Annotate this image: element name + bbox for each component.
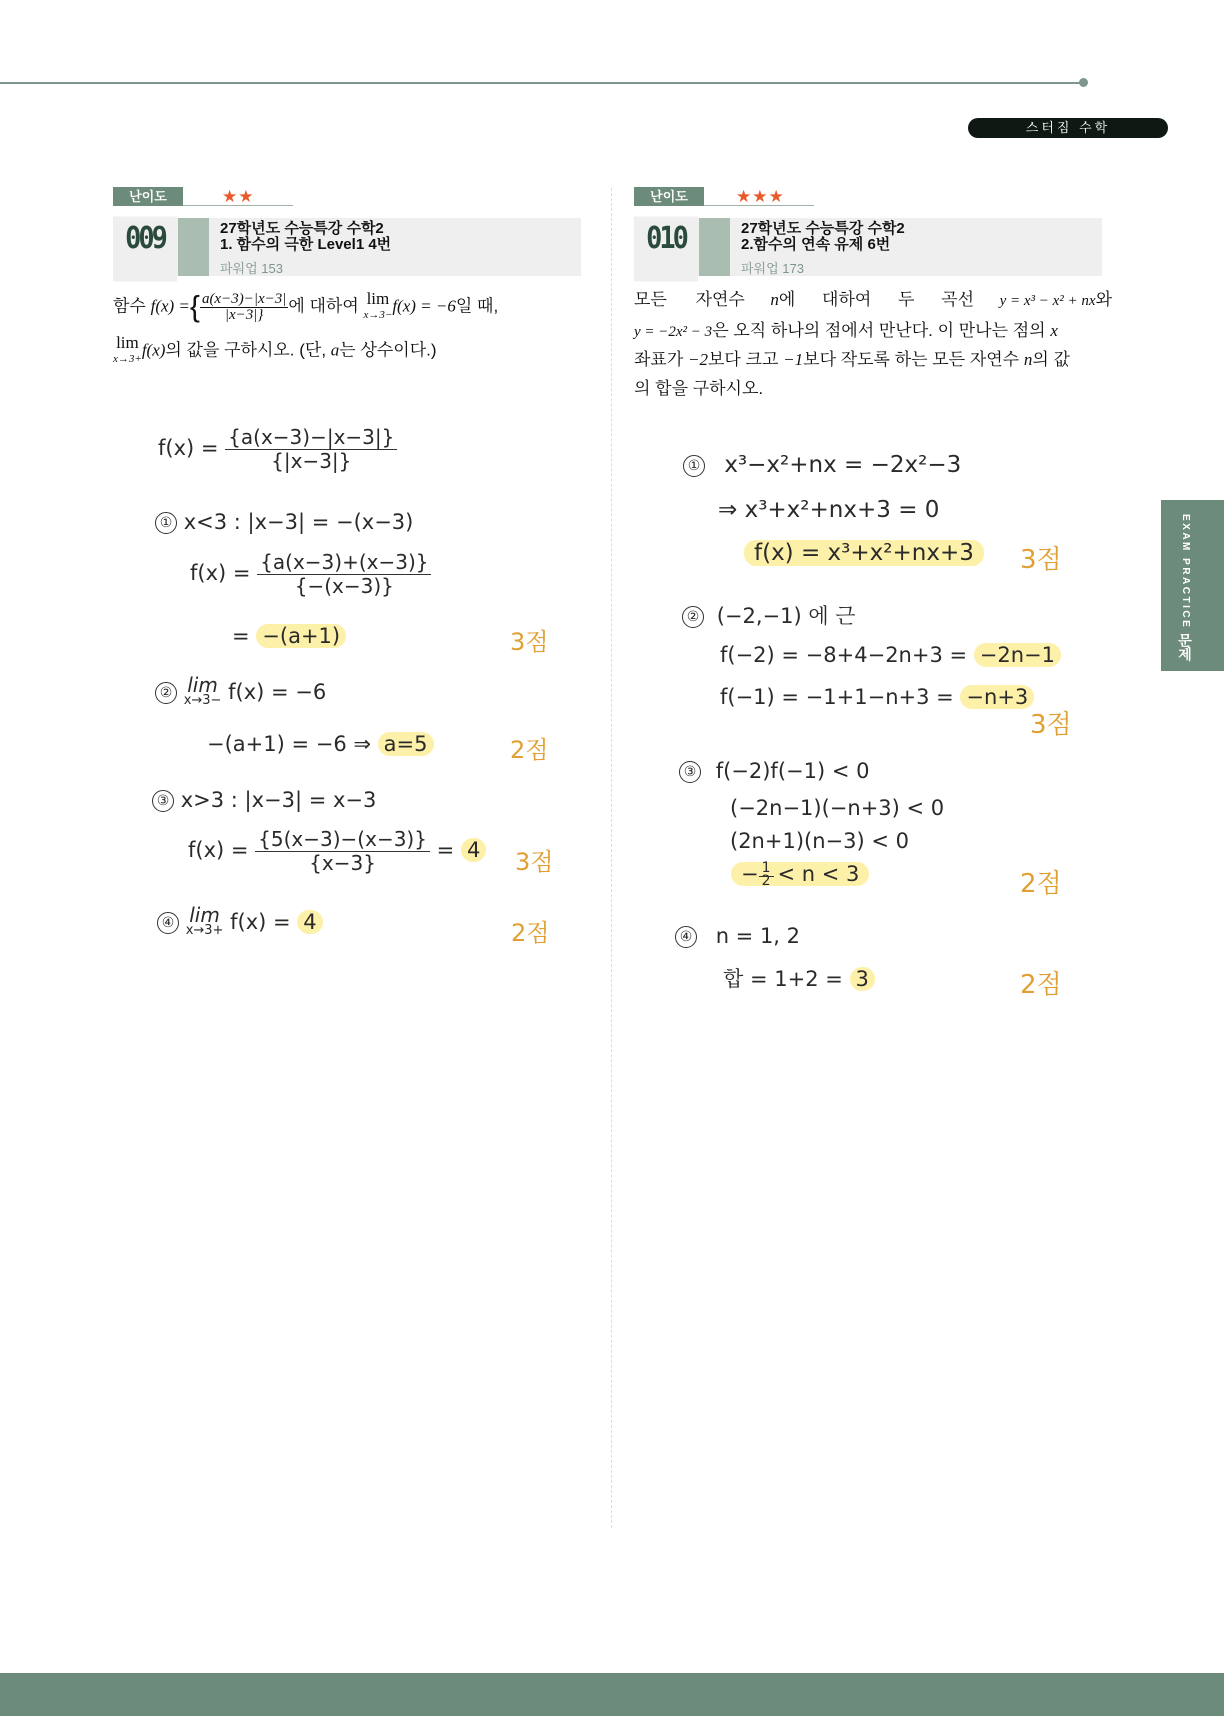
variable-n: n	[1023, 350, 1033, 369]
step-number: ①	[683, 455, 705, 477]
problem-statement-line3	[634, 345, 1112, 374]
solution-step-3	[679, 759, 869, 783]
variable-x: x	[1050, 321, 1058, 340]
solution-step-2	[682, 600, 856, 630]
limit-word: lim	[366, 289, 390, 308]
limit-expression: f(x) =	[230, 910, 291, 934]
difficulty-label: 난이도	[113, 187, 183, 206]
fraction-denominator: |x−3|}	[224, 307, 264, 323]
fraction-numerator: 1	[759, 860, 774, 877]
fx-label: f(x) =	[188, 838, 249, 862]
problem-text: 에 대하여 두 곡선	[778, 290, 975, 309]
bound-value: −2	[688, 350, 708, 369]
score-mark: 2점	[1020, 970, 1062, 1000]
step-number: ②	[682, 606, 704, 628]
question-number: 010	[634, 217, 698, 282]
problem-statement-line2	[113, 335, 437, 367]
problem-text: 모든 자연수	[634, 290, 745, 309]
highlighted-result: 4	[461, 838, 486, 862]
solution-step-3-fx	[188, 827, 486, 875]
limit-subscript: x→3−	[183, 693, 222, 708]
step-equation: f(−1) = −1+1−n+3 =	[720, 685, 954, 709]
header-rule-dot	[1079, 78, 1088, 87]
solution-step-3-line2: (−2n−1)(−n+3) < 0	[730, 796, 945, 820]
header-rule	[0, 82, 1082, 84]
problem-text: 은 오직 하나의 점에서 만난다. 이 만나는 점의	[712, 321, 1046, 340]
score-mark: 3점	[1020, 545, 1062, 575]
highlighted-result: −n+3	[960, 685, 1034, 709]
step-fraction	[257, 550, 431, 598]
highlighted-result	[731, 860, 869, 889]
fx-denominator: {|x−3|}	[271, 449, 352, 473]
constant-variable: a	[330, 340, 340, 360]
step-condition: (−2,−1) 에 근	[716, 604, 856, 628]
fraction-denominator: 2	[761, 873, 771, 889]
solution-step-1-line2: ⇒ x³+x²+nx+3 = 0	[718, 497, 940, 523]
side-tab-label-en: EXAM PRACTICE	[1180, 514, 1191, 630]
fraction-numerator: a(x−3)−|x−3|	[201, 291, 287, 307]
score-mark: 2점	[1020, 869, 1062, 899]
highlighted-result: 3	[850, 967, 875, 991]
solution-step-3-result	[731, 862, 869, 888]
problem-statement-line2	[634, 316, 1112, 347]
solution-step-3	[152, 788, 376, 812]
question-accent	[178, 218, 209, 276]
problem-text: 좌표가	[634, 350, 684, 369]
powerup-ref: 파워업 153	[220, 261, 283, 276]
equals-sign: =	[232, 624, 250, 648]
problem-text: 보다 크고	[708, 350, 779, 369]
step-number: ④	[157, 912, 179, 934]
question-source-line2: 1. 함수의 극한 Level1 4번	[220, 236, 392, 253]
limit-notation	[185, 903, 224, 939]
limit-notation	[183, 673, 222, 709]
step-equation: −(a+1) = −6 ⇒	[207, 732, 371, 756]
limit-left	[364, 291, 393, 323]
problem-text: 에 대하여	[288, 296, 359, 316]
fx-fraction	[225, 425, 397, 473]
problem-text: 일 때,	[455, 296, 499, 316]
curve-equation: y = −2x² − 3	[634, 324, 713, 340]
problem-statement: 함수 $f(x) =\{\frac{a(x-3)-|x-3|}{|x-3|\}}$에 대하여 lim x→3− f(x) = −6일 때,	[113, 289, 499, 324]
highlighted-result: a=5	[378, 732, 434, 756]
solution-step-1	[683, 452, 961, 478]
fraction	[759, 862, 774, 888]
step-number: ③	[679, 761, 701, 783]
side-tab-label-ko: 문제	[1177, 633, 1193, 662]
step-equation: n = 1, 2	[715, 924, 801, 948]
question-number: 009	[113, 217, 177, 282]
step-number: ②	[155, 682, 177, 704]
fraction-denominator: {−(x−3)}	[294, 574, 394, 598]
fx-label: f(x) =	[190, 561, 251, 585]
fraction-denominator: {x−3}	[309, 851, 376, 875]
fx-label: f(x) =	[158, 436, 219, 460]
step-fraction	[255, 827, 430, 875]
difficulty-label: 난이도	[634, 187, 704, 206]
inequality: < n < 3	[777, 862, 860, 886]
minus-sign: −	[741, 862, 759, 886]
solution-step-4-line2	[723, 963, 875, 993]
step-number: ①	[155, 512, 177, 534]
question-source-line1: 27학년도 수능특강 수학2	[220, 220, 384, 237]
solution-step-4	[157, 903, 323, 939]
footer-bar	[0, 1673, 1224, 1716]
limit-subscript: x→3−	[363, 309, 393, 321]
limit-expression: f(x) = −6	[392, 296, 456, 316]
solution-step-1	[155, 510, 413, 534]
limit-expression: f(x)	[141, 340, 166, 360]
score-mark: 2점	[510, 736, 549, 764]
solution-step-3-line3: (2n+1)(n−3) < 0	[730, 829, 909, 853]
problem-text: 와	[1095, 290, 1112, 309]
fraction-numerator: {5(x−3)−(x−3)}	[255, 827, 430, 852]
bound-value: −1	[783, 350, 804, 369]
solution-step-1-fx	[190, 550, 431, 598]
limit-word: lim	[189, 903, 220, 927]
problem-text: 의 값을 구하시오. (단,	[165, 340, 331, 360]
column-divider	[611, 188, 612, 1528]
solution-step-2	[155, 673, 327, 709]
question-source-line1: 27학년도 수능특강 수학2	[741, 220, 905, 237]
function-symbol: f(x) =	[150, 296, 190, 316]
highlighted-result: −2n−1	[974, 643, 1061, 667]
solution-step-4	[675, 924, 800, 948]
limit-subscript: x→3+	[185, 923, 224, 938]
solution-step-1-result	[744, 540, 984, 566]
step-equation: f(−2) = −8+4−2n+3 =	[720, 643, 968, 667]
limit-subscript: x→3+	[113, 353, 142, 365]
powerup-ref: 파워업 173	[741, 261, 804, 276]
step-condition: x<3 : |x−3| = −(x−3)	[183, 510, 414, 534]
fx-numerator: {a(x−3)−|x−3|}	[225, 425, 397, 450]
step-equation: f(−2)f(−1) < 0	[715, 759, 870, 783]
step-condition: x>3 : |x−3| = x−3	[180, 788, 377, 812]
score-mark: 2점	[511, 919, 550, 947]
side-section-tab	[1161, 500, 1224, 671]
highlighted-result: 4	[297, 910, 322, 934]
problem-text: 는 상수이다.)	[339, 340, 437, 360]
question-accent	[699, 218, 730, 276]
step-equation: x³−x²+nx = −2x²−3	[724, 452, 962, 478]
problem-text: 보다 작도록 하는 모든 자연수	[803, 350, 1020, 369]
equals-sign: =	[436, 838, 455, 862]
highlighted-result: f(x) = x³+x²+nx+3	[744, 540, 984, 566]
solution-step-2-line1	[720, 643, 1061, 667]
problem-statement-line1	[634, 285, 1112, 316]
limit-word: lim	[187, 673, 218, 697]
score-mark: 3점	[515, 848, 554, 876]
step-number: ③	[152, 790, 174, 812]
fraction-numerator: {a(x−3)+(x−3)}	[257, 550, 431, 575]
solution-step-1-result	[232, 624, 346, 648]
problem-text: 의 값	[1032, 350, 1070, 369]
solution-fx-definition	[158, 425, 397, 473]
score-mark: 3점	[510, 628, 549, 656]
step-number: ④	[675, 926, 697, 948]
limit-right	[113, 335, 142, 367]
limit-word: lim	[116, 333, 139, 352]
difficulty-stars: ★★★	[736, 187, 785, 206]
highlighted-result: −(a+1)	[256, 624, 346, 648]
solution-step-2-line2	[207, 732, 434, 756]
limit-expression: f(x) = −6	[228, 680, 327, 704]
variable-n: n	[770, 290, 779, 309]
solution-step-2-line2	[720, 685, 1034, 709]
problem-statement-line4: 의 합을 구하시오.	[634, 379, 764, 398]
step-equation: 합 = 1+2 =	[723, 967, 843, 991]
brand-badge: 스터짐 수학	[968, 118, 1168, 138]
problem-text: 함수	[113, 296, 146, 316]
difficulty-stars: ★★	[222, 187, 255, 206]
question-source-line2: 2.함수의 연속 유제 6번	[741, 236, 891, 253]
problem-fraction	[200, 291, 288, 323]
score-mark: 3점	[1030, 710, 1072, 740]
curve-equation: y = x³ − x² + nx	[999, 293, 1096, 309]
